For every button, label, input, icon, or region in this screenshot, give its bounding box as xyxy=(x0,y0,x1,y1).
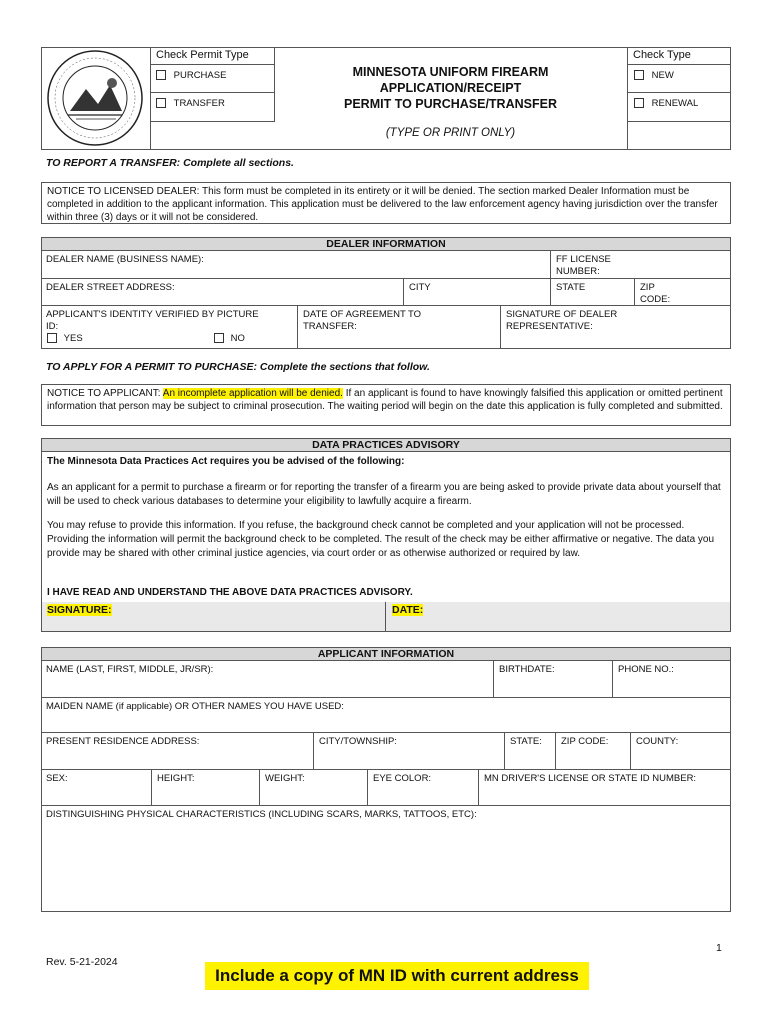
check-permit-type-label: Check Permit Type xyxy=(156,49,249,61)
identity-no-option[interactable]: NO xyxy=(214,333,245,345)
ff-license-field[interactable]: FF LICENSE NUMBER: xyxy=(556,254,611,277)
transfer-checkbox[interactable] xyxy=(156,98,166,108)
dealer-name-field[interactable]: DEALER NAME (BUSINESS NAME): xyxy=(46,254,204,265)
id-copy-banner: Include a copy of MN ID with current address xyxy=(205,962,589,990)
agreement-date-field[interactable]: DATE OF AGREEMENT TO TRANSFER: xyxy=(303,309,422,332)
yes-checkbox[interactable] xyxy=(47,333,57,343)
city-township-field[interactable]: CITY/TOWNSHIP: xyxy=(319,736,397,747)
form-title xyxy=(274,64,627,112)
print-note: (TYPE OR PRINT ONLY) xyxy=(385,127,516,139)
dealer-notice xyxy=(41,182,731,224)
title-line-3: PERMIT TO PURCHASE/TRANSFER xyxy=(344,97,557,111)
dealer-city-field[interactable]: CITY xyxy=(409,282,431,293)
height-field[interactable]: HEIGHT: xyxy=(157,773,195,784)
check-type-label: Check Type xyxy=(633,49,691,61)
new-option[interactable]: NEW xyxy=(634,70,674,82)
phone-field[interactable]: PHONE NO.: xyxy=(618,664,674,675)
maiden-name-field[interactable]: MAIDEN NAME (if applicable) OR OTHER NAMES YOU HAVE USED: xyxy=(46,701,344,712)
advisory-intro: The Minnesota Data Practices Act requires you be advised of the following: xyxy=(47,456,405,467)
residence-address-field[interactable]: PRESENT RESIDENCE ADDRESS: xyxy=(46,736,200,747)
applicant-section-title: APPLICANT INFORMATION xyxy=(42,648,730,660)
title-line-1: MINNESOTA UNIFORM FIREARM xyxy=(352,65,549,79)
state-seal xyxy=(46,49,144,147)
renewal-checkbox[interactable] xyxy=(634,98,644,108)
dealer-signature-field[interactable]: SIGNATURE OF DEALER REPRESENTATIVE: xyxy=(506,309,618,332)
no-checkbox[interactable] xyxy=(214,333,224,343)
birthdate-field[interactable]: BIRTHDATE: xyxy=(499,664,555,675)
applicant-state-field[interactable]: STATE: xyxy=(510,736,542,747)
applicant-notice xyxy=(41,384,731,426)
advisory-paragraph-2: You may refuse to provide this information. If you refuse, the background check cannot be completed and your application will not be processed. Providing the information will permit the background check to be completed. The result of the check may be either affirmative or negative. The data you provide may be shared with other criminal justice agencies, via court order or as otherwise authorized or required by law. xyxy=(47,520,715,559)
advisory-acknowledgement: I HAVE READ AND UNDERSTAND THE ABOVE DATA PRACTICES ADVISORY. xyxy=(47,587,413,598)
identity-verified-label: APPLICANT'S IDENTITY VERIFIED BY PICTURE ID: xyxy=(46,309,259,332)
weight-field[interactable]: WEIGHT: xyxy=(265,773,305,784)
page-number: 1 xyxy=(716,942,722,954)
county-field[interactable]: COUNTY: xyxy=(636,736,679,747)
dealer-state-field[interactable]: STATE xyxy=(556,282,586,293)
drivers-license-field[interactable]: MN DRIVER'S LICENSE OR STATE ID NUMBER: xyxy=(484,773,697,784)
title-line-2: APPLICATION/RECEIPT xyxy=(379,81,522,95)
denial-warning: An incomplete application will be denied. xyxy=(162,388,343,399)
dealer-zip-field[interactable]: ZIP CODE: xyxy=(640,282,671,305)
applicant-notice-text: NOTICE TO APPLICANT: An incomplete application will be denied. If an applicant is found to have knowingly falsified this application or omitted pertinent information that person may be subject to criminal prosecution. The waiting period will begin on the date this application is fully completed and submitted. xyxy=(47,388,723,412)
dealer-section-title: DEALER INFORMATION xyxy=(42,238,730,250)
revision-date: Rev. 5-21-2024 xyxy=(46,956,118,968)
physical-characteristics-field[interactable]: DISTINGUISHING PHYSICAL CHARACTERISTICS (INCLUDING SCARS, MARKS, TATTOOS, ETC): xyxy=(46,809,477,820)
dealer-notice-text: NOTICE TO LICENSED DEALER: This form must be completed in its entirety or it will be denied. The section marked Dealer Information must be completed in addition to the applicant information. This application must be delivered to the law enforcement agency having jurisdiction over the transfer within three (3) days or it will not be considered. xyxy=(47,186,718,223)
purchase-checkbox[interactable] xyxy=(156,70,166,80)
new-checkbox[interactable] xyxy=(634,70,644,80)
sex-field[interactable]: SEX: xyxy=(46,773,68,784)
advisory-signature-field[interactable]: SIGNATURE: xyxy=(47,604,112,616)
transfer-option[interactable]: TRANSFER xyxy=(156,98,225,110)
applicant-name-field[interactable]: NAME (LAST, FIRST, MIDDLE, JR/SR): xyxy=(46,664,214,675)
advisory-signature-row xyxy=(42,602,730,631)
applicant-zip-field[interactable]: ZIP CODE: xyxy=(561,736,609,747)
purchase-instruction: TO APPLY FOR A PERMIT TO PURCHASE: Complete the sections that follow. xyxy=(46,361,430,373)
advisory-section-title: DATA PRACTICES ADVISORY xyxy=(42,439,730,451)
transfer-instruction: TO REPORT A TRANSFER: Complete all sections. xyxy=(46,157,294,169)
dealer-street-field[interactable]: DEALER STREET ADDRESS: xyxy=(46,282,175,293)
renewal-option[interactable]: RENEWAL xyxy=(634,98,698,110)
identity-yes-option[interactable]: YES xyxy=(47,333,83,345)
advisory-date-field[interactable]: DATE: xyxy=(392,604,424,616)
purchase-option[interactable]: PURCHASE xyxy=(156,70,226,82)
advisory-paragraph-1: As an applicant for a permit to purchase a firearm or for reporting the transfer of a firearm you are being asked to provide private data about yourself that will be used to check various databases to determine your eligibility to lawfully acquire a firearm. xyxy=(47,482,721,507)
eye-color-field[interactable]: EYE COLOR: xyxy=(373,773,432,784)
